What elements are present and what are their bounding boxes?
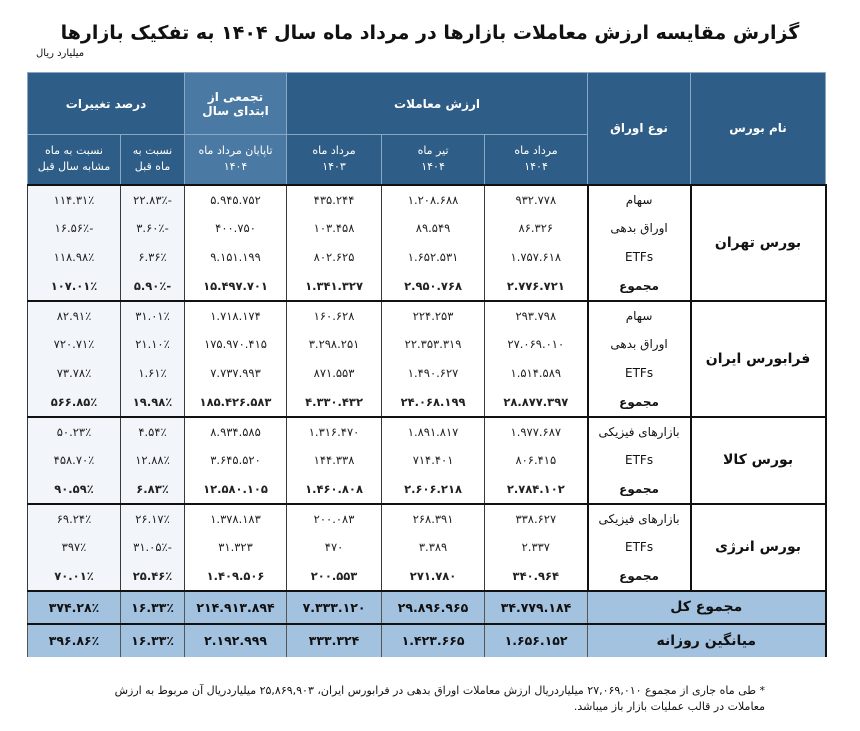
- value-cell: ۲۷.۰۶۹.۰۱۰: [485, 330, 588, 359]
- security-type: ETFs: [588, 359, 691, 388]
- header-security-type: نوع اوراق: [588, 73, 691, 185]
- value-cell: ۲.۷۷۶.۷۲۱: [485, 272, 588, 301]
- value-cell: ۷۲۰.۷۱٪: [28, 330, 121, 359]
- value-cell: ۲۸.۸۷۷.۳۹۷: [485, 388, 588, 417]
- security-type: مجموع: [588, 562, 691, 591]
- header-tir-1404-a: تیر ماه: [417, 144, 449, 158]
- total-value-cell: ۲.۱۹۲.۹۹۹: [185, 624, 287, 657]
- value-cell: ۲۵.۴۶٪: [121, 562, 185, 591]
- total-value-cell: ۷.۳۳۳.۱۲۰: [287, 591, 382, 624]
- value-cell: ۱.۶۱٪: [121, 359, 185, 388]
- value-cell: ۱.۵۱۴.۵۸۹: [485, 359, 588, 388]
- security-type: مجموع: [588, 272, 691, 301]
- security-type: ETFs: [588, 533, 691, 562]
- header-tir-1404: [382, 135, 485, 185]
- value-cell: ۱.۴۹۰.۶۲۷: [382, 359, 485, 388]
- value-cell: ۷۱۴.۴۰۱: [382, 446, 485, 475]
- value-cell: ۹۰.۵۹٪: [28, 475, 121, 504]
- value-cell: ۶۹.۲۴٪: [28, 504, 121, 533]
- total-value-cell: ۲۹.۸۹۶.۹۶۵: [382, 591, 485, 624]
- value-cell: ۱۸۵.۴۲۶.۵۸۳: [185, 388, 287, 417]
- value-cell: ۱.۶۵۲.۵۳۱: [382, 243, 485, 272]
- value-cell: ۲۶۸.۳۹۱: [382, 504, 485, 533]
- value-cell: ۸.۹۳۴.۵۸۵: [185, 417, 287, 446]
- security-type: سهام: [588, 301, 691, 330]
- header-mordad-1404-a: مرداد ماه: [514, 144, 558, 158]
- table-body: [28, 185, 826, 657]
- value-cell: ۱۲.۵۸۰.۱۰۵: [185, 475, 287, 504]
- value-cell: ۲.۶۰۶.۲۱۸: [382, 475, 485, 504]
- header-cum-mordad: [185, 135, 287, 185]
- value-cell: ۱۲.۸۸٪: [121, 446, 185, 475]
- header-cumulative: [185, 73, 287, 135]
- value-cell: ۱۰۳.۴۵۸: [287, 214, 382, 243]
- value-cell: ۱۷۵.۹۷۰.۴۱۵: [185, 330, 287, 359]
- header-exchange: نام بورس: [691, 73, 826, 185]
- value-cell: -۵.۹۰٪: [121, 272, 185, 301]
- value-cell: ۴۳۵.۲۴۴: [287, 185, 382, 214]
- grand-total-label: مجموع کل: [588, 591, 826, 624]
- value-cell: ۱.۷۵۷.۶۱۸: [485, 243, 588, 272]
- exchange-name: بورس انرژی: [691, 504, 826, 591]
- value-cell: ۱.۲۰۸.۶۸۸: [382, 185, 485, 214]
- header-trade-value: ارزش معاملات: [287, 73, 588, 135]
- value-cell: ۱.۴۶۰.۸۰۸: [287, 475, 382, 504]
- value-cell: ۱.۳۴۱.۳۲۷: [287, 272, 382, 301]
- value-cell: ۳۱.۰۱٪: [121, 301, 185, 330]
- security-type: مجموع: [588, 475, 691, 504]
- value-cell: ۲.۹۵۰.۷۶۸: [382, 272, 485, 301]
- value-cell: ۲۶.۱۷٪: [121, 504, 185, 533]
- value-cell: ۲۹۳.۷۹۸: [485, 301, 588, 330]
- value-cell: ۷.۷۳۷.۹۹۳: [185, 359, 287, 388]
- daily-total-row: [28, 624, 826, 657]
- value-cell: ۲.۳۳۷: [485, 533, 588, 562]
- value-cell: -۳۱.۰۵٪: [121, 533, 185, 562]
- market-trade-table: [27, 72, 827, 657]
- header-cum-a: تاپایان مرداد ماه: [198, 144, 273, 158]
- value-cell: ۱۰۷.۰۱٪: [28, 272, 121, 301]
- daily-total-label: میانگین روزانه: [588, 624, 826, 657]
- value-cell: ۵۰.۲۳٪: [28, 417, 121, 446]
- exchange-name: فرابورس ایران: [691, 301, 826, 417]
- security-type: اوراق بدهی: [588, 214, 691, 243]
- value-cell: ۴۰۰.۷۵۰: [185, 214, 287, 243]
- value-cell: ۲۰۰.۵۵۳: [287, 562, 382, 591]
- header-prev-month: [121, 135, 185, 185]
- report-title: گزارش مقایسه ارزش معاملات بازارها در مرداد ماه سال ۱۴۰۴ به تفکیک بازارها: [60, 22, 800, 44]
- value-cell: ۵.۹۴۵.۷۵۲: [185, 185, 287, 214]
- value-cell: ۱.۳۷۸.۱۸۳: [185, 504, 287, 533]
- header-mordad-1403-a: مرداد ماه: [312, 144, 356, 158]
- value-cell: ۲۲.۳۵۳.۳۱۹: [382, 330, 485, 359]
- value-cell: ۹.۱۵۱.۱۹۹: [185, 243, 287, 272]
- value-cell: ۱۵.۴۹۷.۷۰۱: [185, 272, 287, 301]
- value-cell: ۱۶۰.۶۲۸: [287, 301, 382, 330]
- total-value-cell: ۳۴.۷۷۹.۱۸۴: [485, 591, 588, 624]
- value-cell: ۲۱.۱۰٪: [121, 330, 185, 359]
- header-prev-month-a: نسبت به: [132, 144, 173, 158]
- total-value-cell: ۳۳۳.۳۲۴: [287, 624, 382, 657]
- security-type: بازارهای فیزیکی: [588, 417, 691, 446]
- footnote: * طی ماه جاری از مجموع ۲۷,۰۶۹,۰۱۰ میلیاردریال ارزش معاملات اوراق بدهی در فرابورس ایران، ۲۵,۸۶۹,۹۰۳ میلیاردریال آن مربوط به ارزش معاملات در قالب عملیات بازار باز میباشد.: [114, 684, 765, 713]
- unit-label: میلیارد ریال: [36, 48, 85, 59]
- total-value-cell: ۲۱۴.۹۱۳.۸۹۴: [185, 591, 287, 624]
- header-prev-month-b: ماه قبل: [134, 160, 171, 174]
- value-cell: ۲۴.۰۶۸.۱۹۹: [382, 388, 485, 417]
- value-cell: ۱.۳۱۶.۴۷۰: [287, 417, 382, 446]
- security-type: اوراق بدهی: [588, 330, 691, 359]
- header-prev-year-b: مشابه سال قبل: [37, 160, 111, 174]
- value-cell: ۳۳۸.۶۲۷: [485, 504, 588, 533]
- security-type: سهام: [588, 185, 691, 214]
- security-type: ETFs: [588, 243, 691, 272]
- value-cell: ۱.۹۷۷.۶۸۷: [485, 417, 588, 446]
- value-cell: ۳۴۰.۹۶۴: [485, 562, 588, 591]
- header-prev-year: [28, 135, 121, 185]
- value-cell: ۴.۵۴٪: [121, 417, 185, 446]
- header-mordad-1404: [485, 135, 588, 185]
- header-cumulative-line1: تجمعی از: [207, 89, 264, 104]
- value-cell: ۸۰۲.۶۲۵: [287, 243, 382, 272]
- total-value-cell: ۳۹۶.۸۶٪: [28, 624, 121, 657]
- value-cell: ۲.۷۸۴.۱۰۲: [485, 475, 588, 504]
- header-mordad-1403: [287, 135, 382, 185]
- value-cell: ۲۲۴.۲۵۳: [382, 301, 485, 330]
- header-prev-year-a: نسبت به ماه: [45, 144, 103, 158]
- value-cell: ۱۹.۹۸٪: [121, 388, 185, 417]
- grand-total-row: [28, 591, 826, 624]
- value-cell: ۱.۴۰۹.۵۰۶: [185, 562, 287, 591]
- value-cell: ۴۵۸.۷۰٪: [28, 446, 121, 475]
- value-cell: ۸۲.۹۱٪: [28, 301, 121, 330]
- exchange-name: بورس تهران: [691, 185, 826, 301]
- value-cell: ۳۹۷٪: [28, 533, 121, 562]
- value-cell: ۱۴۴.۳۳۸: [287, 446, 382, 475]
- value-cell: ۴۷۰: [287, 533, 382, 562]
- table-row: [28, 417, 826, 446]
- table-row: [28, 504, 826, 533]
- total-value-cell: ۱.۶۵۶.۱۵۲: [485, 624, 588, 657]
- value-cell: ۱۱۸.۹۸٪: [28, 243, 121, 272]
- value-cell: ۸۷۱.۵۵۳: [287, 359, 382, 388]
- value-cell: ۲۰۰.۰۸۳: [287, 504, 382, 533]
- value-cell: -۲۲.۸۳٪: [121, 185, 185, 214]
- value-cell: -۳.۶۰٪: [121, 214, 185, 243]
- total-value-cell: ۱۶.۳۳٪: [121, 591, 185, 624]
- table-row: [28, 301, 826, 330]
- value-cell: ۳.۲۹۸.۲۵۱: [287, 330, 382, 359]
- value-cell: ۳.۶۴۵.۵۲۰: [185, 446, 287, 475]
- value-cell: ۵۶۶.۸۵٪: [28, 388, 121, 417]
- value-cell: ۹۳۲.۷۷۸: [485, 185, 588, 214]
- header-change-percent: درصد تغییرات: [28, 73, 185, 135]
- total-value-cell: ۱.۴۲۳.۶۶۵: [382, 624, 485, 657]
- value-cell: ۸۰۶.۴۱۵: [485, 446, 588, 475]
- value-cell: ۱.۸۹۱.۸۱۷: [382, 417, 485, 446]
- total-value-cell: ۳۷۴.۲۸٪: [28, 591, 121, 624]
- value-cell: ۶.۳۶٪: [121, 243, 185, 272]
- value-cell: ۶.۸۳٪: [121, 475, 185, 504]
- value-cell: ۴.۳۳۰.۴۳۲: [287, 388, 382, 417]
- security-type: بازارهای فیزیکی: [588, 504, 691, 533]
- table-row: [28, 185, 826, 214]
- value-cell: ۳۱.۳۲۳: [185, 533, 287, 562]
- security-type: مجموع: [588, 388, 691, 417]
- total-value-cell: ۱۶.۳۳٪: [121, 624, 185, 657]
- value-cell: ۸۶.۳۲۶: [485, 214, 588, 243]
- value-cell: ۲۷۱.۷۸۰: [382, 562, 485, 591]
- security-type: ETFs: [588, 446, 691, 475]
- value-cell: ۸۹.۵۴۹: [382, 214, 485, 243]
- header-mordad-1403-b: ۱۴۰۳: [322, 160, 346, 174]
- header-cum-b: ۱۴۰۴: [223, 160, 248, 174]
- header-tir-1404-b: ۱۴۰۴: [421, 160, 445, 174]
- value-cell: -۱۶.۵۶٪: [28, 214, 121, 243]
- value-cell: ۷۳.۷۸٪: [28, 359, 121, 388]
- value-cell: ۳.۳۸۹: [382, 533, 485, 562]
- value-cell: ۱.۷۱۸.۱۷۴: [185, 301, 287, 330]
- value-cell: ۱۱۴.۳۱٪: [28, 185, 121, 214]
- exchange-name: بورس کالا: [691, 417, 826, 504]
- header-mordad-1404-b: ۱۴۰۴: [524, 160, 548, 174]
- value-cell: ۷۰.۰۱٪: [28, 562, 121, 591]
- header-cumulative-line2: ابتدای سال: [202, 103, 269, 118]
